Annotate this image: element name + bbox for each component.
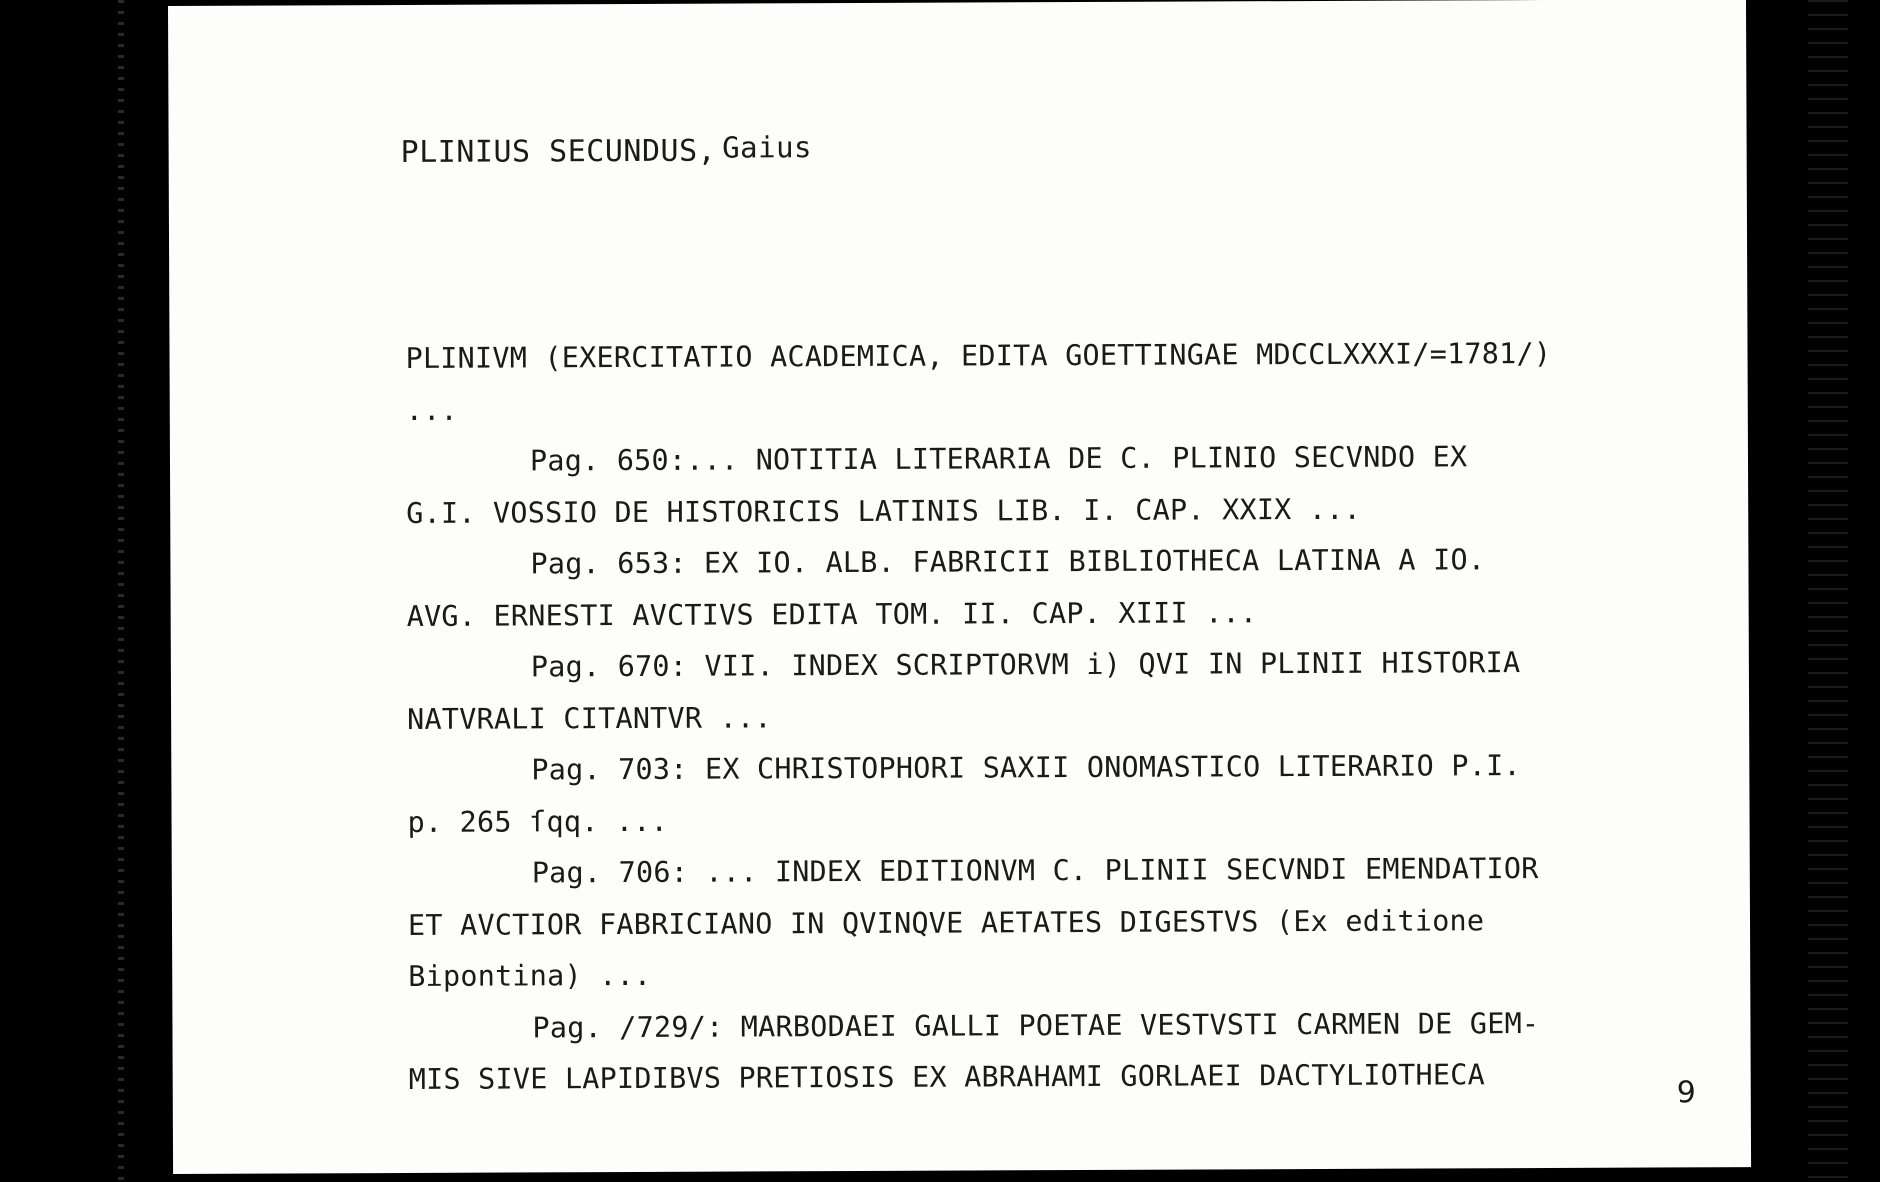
page-number: 9 [1676,1075,1696,1111]
contents-entry [406,430,1746,539]
entry-line: MIS SIVE LAPIDIBVS PRETIOSIS EX ABRAHAMI GORLAEI DACTYLIOTHECA [408,1058,1485,1096]
entry-line: Pag. 703: EX CHRISTOPHORI SAXII ONOMASTICO LITERARIO P.I. [531,749,1521,787]
contents-entry [408,997,1748,1106]
entry-line: Pag. 650:... NOTITIA LITERARIA DE C. PLINIO SECVNDO EX [529,440,1468,478]
title-block [405,327,1745,436]
contents-entry [407,636,1747,745]
scan-edge-right [1808,0,1848,1182]
entry-line: G.I. VOSSIO DE HISTORICIS LATINIS LIB. I. CAP. XXIX ... [406,492,1361,530]
contents-entry [406,533,1746,642]
contents-entry [408,842,1749,1002]
title-line: PLINIVM (EXERCITATIO ACADEMICA, EDITA GOETTINGAE MDCCLXXXI/=1781/) [405,336,1552,375]
scan-edge-left [118,0,124,1182]
entry-line: Bipontina) ... [408,958,652,993]
contents-entry [407,739,1747,848]
catalog-card [168,0,1751,1174]
entry-line: ET AVCTIOR FABRICIANO IN QVINQVE AETATES DIGESTVS (Ex editione [407,903,1485,942]
card-heading [400,130,813,170]
entry-line: NATVRALI CITANTVR ... [407,700,772,736]
author-name: PLINIUS SECUNDUS, [400,133,717,170]
author-given-name: Gaius [722,130,813,165]
title-ellipsis: ... [405,393,458,427]
card-body [405,327,1748,1105]
entry-line: p. 265 ſqq. ... [407,804,669,839]
entry-line: Pag. /729/: MARBODAEI GALLI POETAE VESTVSTI CARMEN DE GEM- [532,1006,1540,1044]
entry-line: Pag. 670: VII. INDEX SCRIPTORVM i) QVI IN PLINII HISTORIA [530,646,1521,684]
entry-line: AVG. ERNESTI AVCTIVS EDITA TOM. II. CAP. XIII ... [406,595,1258,633]
entry-line: Pag. 706: ... INDEX EDITIONVM C. PLINII SECVNDI EMENDATIOR [531,852,1539,890]
entry-line: Pag. 653: EX IO. ALB. FABRICII BIBLIOTHECA LATINA A IO. [530,543,1486,581]
